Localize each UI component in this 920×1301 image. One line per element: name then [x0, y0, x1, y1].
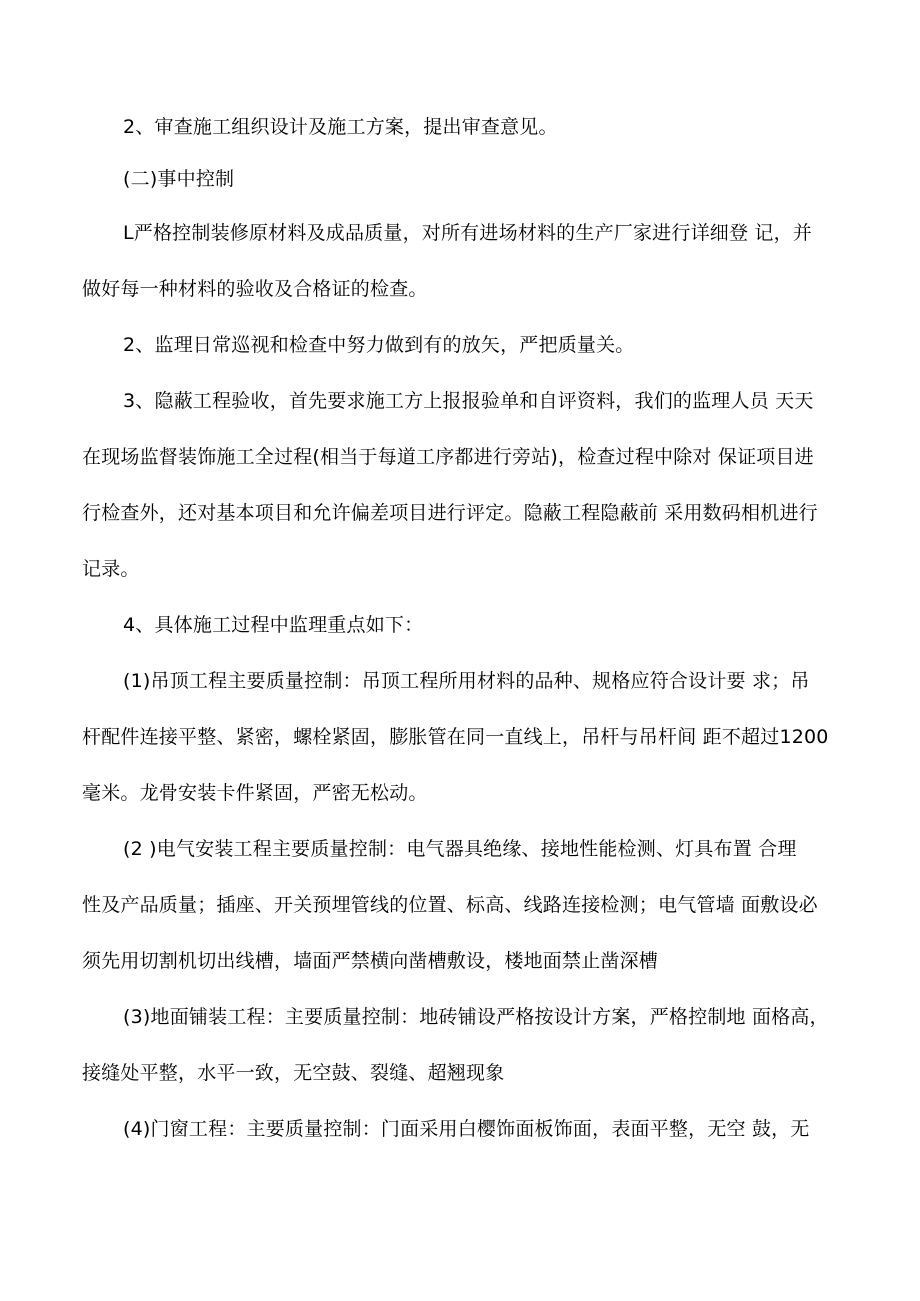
text-line-electrical-2: 性及产品质量；插座、开关预埋管线的位置、标高、线路连接检测；电气管墙 面敷设必	[82, 894, 818, 916]
text-line-floor-1: (3)地面铺装工程：主要质量控制：地砖铺设严格按设计方案，严格控制地 面格高，	[123, 1006, 829, 1028]
text-line-hidden-works-3: 行检查外，还对基本项目和允许偏差项目进行评定。隐蔽工程隐蔽前 采用数码相机进行	[82, 502, 818, 524]
section-heading-in-process-control: (二)事中控制	[123, 168, 235, 190]
text-line-ceiling-2: 杆配件连接平整、紧密，螺栓紧固，膨胀管在同一直线上，吊杆与吊杆间 距不超过1200	[82, 726, 829, 748]
text-line-daily-inspection: 2、监理日常巡视和检查中努力做到有的放矢，严把质量关。	[123, 334, 635, 356]
text-line-review-design: 2、审查施工组织设计及施工方案，提出审查意见。	[123, 116, 558, 138]
text-line-doors-windows-1: (4)门窗工程：主要质量控制：门面采用白樱饰面板饰面，表面平整，无空 鼓，无	[123, 1118, 810, 1140]
text-line-hidden-works-1: 3、隐蔽工程验收，首先要求施工方上报报验单和自评资料，我们的监理人员 天天	[123, 390, 814, 412]
text-line-ceiling-3: 毫米。龙骨安装卡件紧固，严密无松动。	[82, 782, 428, 804]
text-line-materials-1: L严格控制装修原材料及成品质量，对所有进场材料的生产厂家进行详细登 记，并	[123, 222, 813, 244]
text-line-electrical-1: (2 )电气安装工程主要质量控制：电气器具绝缘、接地性能检测、灯具布置 合理	[123, 838, 797, 860]
text-line-key-points: 4、具体施工过程中监理重点如下：	[123, 614, 424, 636]
text-line-materials-2: 做好每一种材料的验收及合格证的检查。	[82, 278, 428, 300]
text-line-hidden-works-4: 记录。	[82, 558, 140, 580]
text-line-ceiling-1: (1)吊顶工程主要质量控制：吊顶工程所用材料的品种、规格应符合设计要 求；吊	[123, 670, 810, 692]
text-line-hidden-works-2: 在现场监督装饰施工全过程(相当于每道工序都进行旁站)，检查过程中除对 保证项目进	[82, 446, 814, 468]
text-line-floor-2: 接缝处平整，水平一致，无空鼓、裂缝、超翘现象	[82, 1062, 505, 1084]
text-line-electrical-3: 须先用切割机切出线槽，墙面严禁横向凿槽敷设，楼地面禁止凿深槽	[82, 950, 659, 972]
